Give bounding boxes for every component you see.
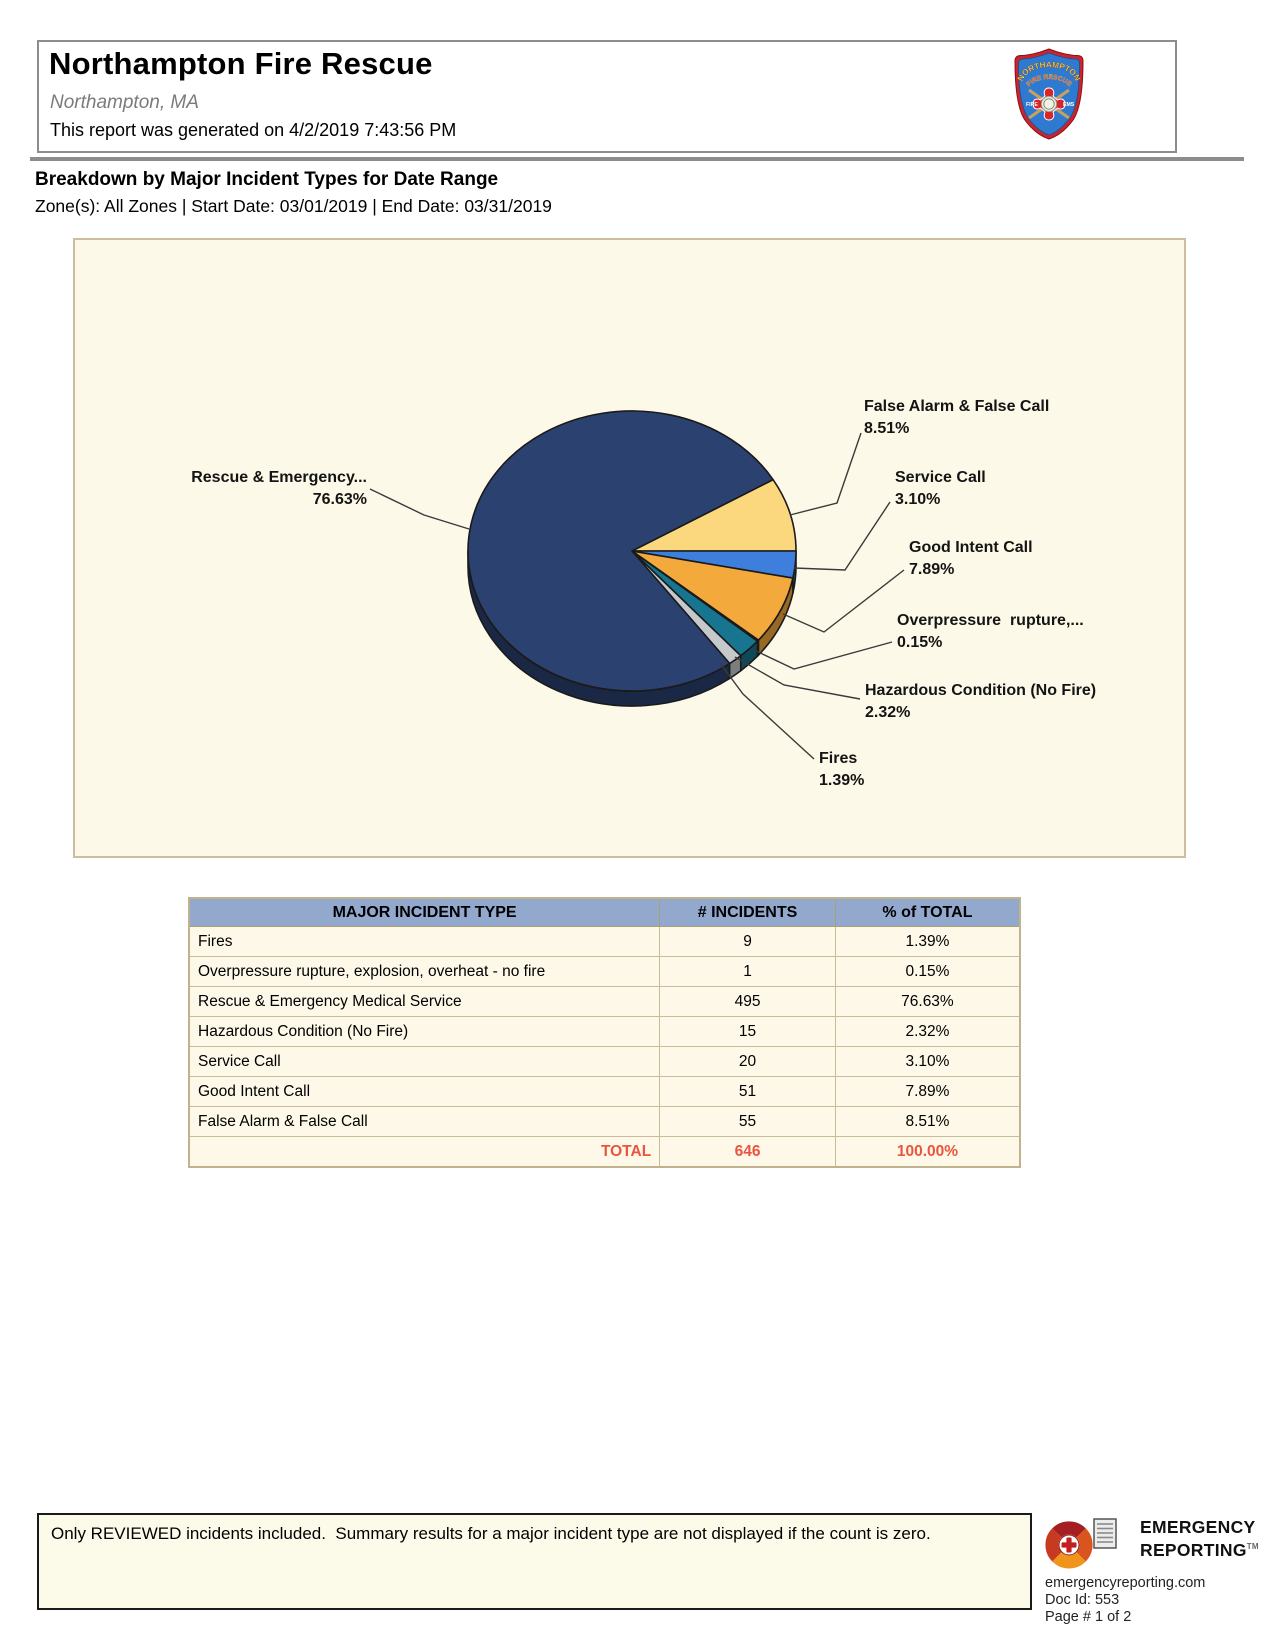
pie-slice-label: Overpressure rupture,... 0.15% — [897, 612, 1084, 651]
doc-id: Doc Id: 553 — [1045, 1592, 1120, 1608]
incident-type-cell: Hazardous Condition (No Fire) — [189, 1017, 660, 1047]
incident-row — [189, 1017, 1020, 1047]
brand-website: emergencyreporting.com — [1045, 1575, 1206, 1591]
pie-callout-line — [783, 570, 904, 632]
footer-note-text: Only REVIEWED incidents included. Summary results for a major incident type are not displayed if the count is zero. — [51, 1524, 931, 1543]
incident-row — [189, 957, 1020, 987]
pie-callout-line — [754, 642, 892, 669]
incident-row — [189, 1077, 1020, 1107]
svg-text:FIRE: FIRE — [1026, 102, 1038, 108]
incident-type-cell: Overpressure rupture, explosion, overheat - no fire — [189, 957, 660, 987]
pie-callout-line — [735, 657, 860, 699]
incident-count-cell: 1 — [660, 957, 836, 987]
header-divider — [30, 157, 1244, 161]
incident-pct-cell: 0.15% — [835, 957, 1020, 987]
incident-type-cell: Rescue & Emergency Medical Service — [189, 987, 660, 1017]
incident-pct-cell: 1.39% — [835, 927, 1020, 957]
total-incidents-value: 646 — [660, 1137, 836, 1168]
incident-count-cell: 495 — [660, 987, 836, 1017]
incident-table-body — [189, 927, 1020, 1137]
pie-slice-label: Service Call 3.10% — [895, 469, 986, 508]
page-number: Page # 1 of 2 — [1045, 1609, 1132, 1625]
pie-callout-line — [794, 502, 890, 570]
table-total-row — [189, 1137, 1020, 1168]
incident-count-cell: 51 — [660, 1077, 836, 1107]
zone-filter-line: Zone(s): All Zones | Start Date: 03/01/2019 | End Date: 03/31/2019 — [35, 196, 552, 216]
incident-pct-cell: 2.32% — [835, 1017, 1020, 1047]
incident-row — [189, 1047, 1020, 1077]
fire-department-badge-logo — [1014, 48, 1084, 143]
incident-summary-table — [188, 897, 1021, 1168]
pie-slice-label: Hazardous Condition (No Fire) 2.32% — [865, 682, 1097, 721]
page-subtitle: Northampton, MA — [50, 92, 199, 113]
svg-text:FIRE RESCUE: FIRE RESCUE — [1025, 73, 1073, 89]
pie-callout-line — [720, 663, 814, 759]
page-title: Northampton Fire Rescue — [49, 46, 433, 81]
emergency-reporting-block — [1042, 1516, 1272, 1626]
report-header — [37, 40, 1177, 153]
total-label: TOTAL — [189, 1137, 660, 1168]
generated-timestamp: This report was generated on 4/2/2019 7:43:56 PM — [50, 120, 457, 140]
incident-type-cell: Service Call — [189, 1047, 660, 1077]
incident-row — [189, 1107, 1020, 1137]
emergency-reporting-wordmark: EMERGENCY REPORTING™ — [1140, 1517, 1259, 1560]
table-header-row — [189, 898, 1020, 927]
col-header-incident-type: MAJOR INCIDENT TYPE — [189, 898, 660, 927]
svg-text:EMS: EMS — [1063, 102, 1075, 108]
pie-slice-label: Fires 1.39% — [819, 750, 865, 789]
incident-row — [189, 987, 1020, 1017]
pie-callout-line — [370, 489, 469, 529]
document-icon — [1094, 1519, 1116, 1548]
incident-pct-cell: 8.51% — [835, 1107, 1020, 1137]
incident-pct-cell: 76.63% — [835, 987, 1020, 1017]
incident-pct-cell: 3.10% — [835, 1047, 1020, 1077]
pie-chart-panel — [73, 238, 1186, 858]
section-heading: Breakdown by Major Incident Types for Date Range — [35, 169, 499, 190]
incident-count-cell: 55 — [660, 1107, 836, 1137]
total-pct-value: 100.00% — [835, 1137, 1020, 1168]
pie-slice-label: Good Intent Call 7.89% — [909, 539, 1033, 578]
pie-slice-label: False Alarm & False Call 8.51% — [864, 398, 1050, 437]
col-header-incidents: # INCIDENTS — [660, 898, 836, 927]
pie-slice-label: Rescue & Emergency... 76.63% — [191, 469, 367, 508]
incident-count-cell: 20 — [660, 1047, 836, 1077]
col-header-pct-total: % of TOTAL — [835, 898, 1020, 927]
incident-count-cell: 15 — [660, 1017, 836, 1047]
incident-pct-cell: 7.89% — [835, 1077, 1020, 1107]
incident-count-cell: 9 — [660, 927, 836, 957]
incident-row — [189, 927, 1020, 957]
incident-pie-chart — [75, 240, 1184, 856]
incident-type-cell: Good Intent Call — [189, 1077, 660, 1107]
emergency-reporting-logo-icon — [1042, 1516, 1132, 1572]
pie-callout-line — [790, 433, 861, 515]
incident-type-cell: Fires — [189, 927, 660, 957]
incident-type-cell: False Alarm & False Call — [189, 1107, 660, 1137]
footer-note-box — [37, 1513, 1032, 1610]
svg-text:NORTHAMPTON: NORTHAMPTON — [1015, 60, 1083, 83]
